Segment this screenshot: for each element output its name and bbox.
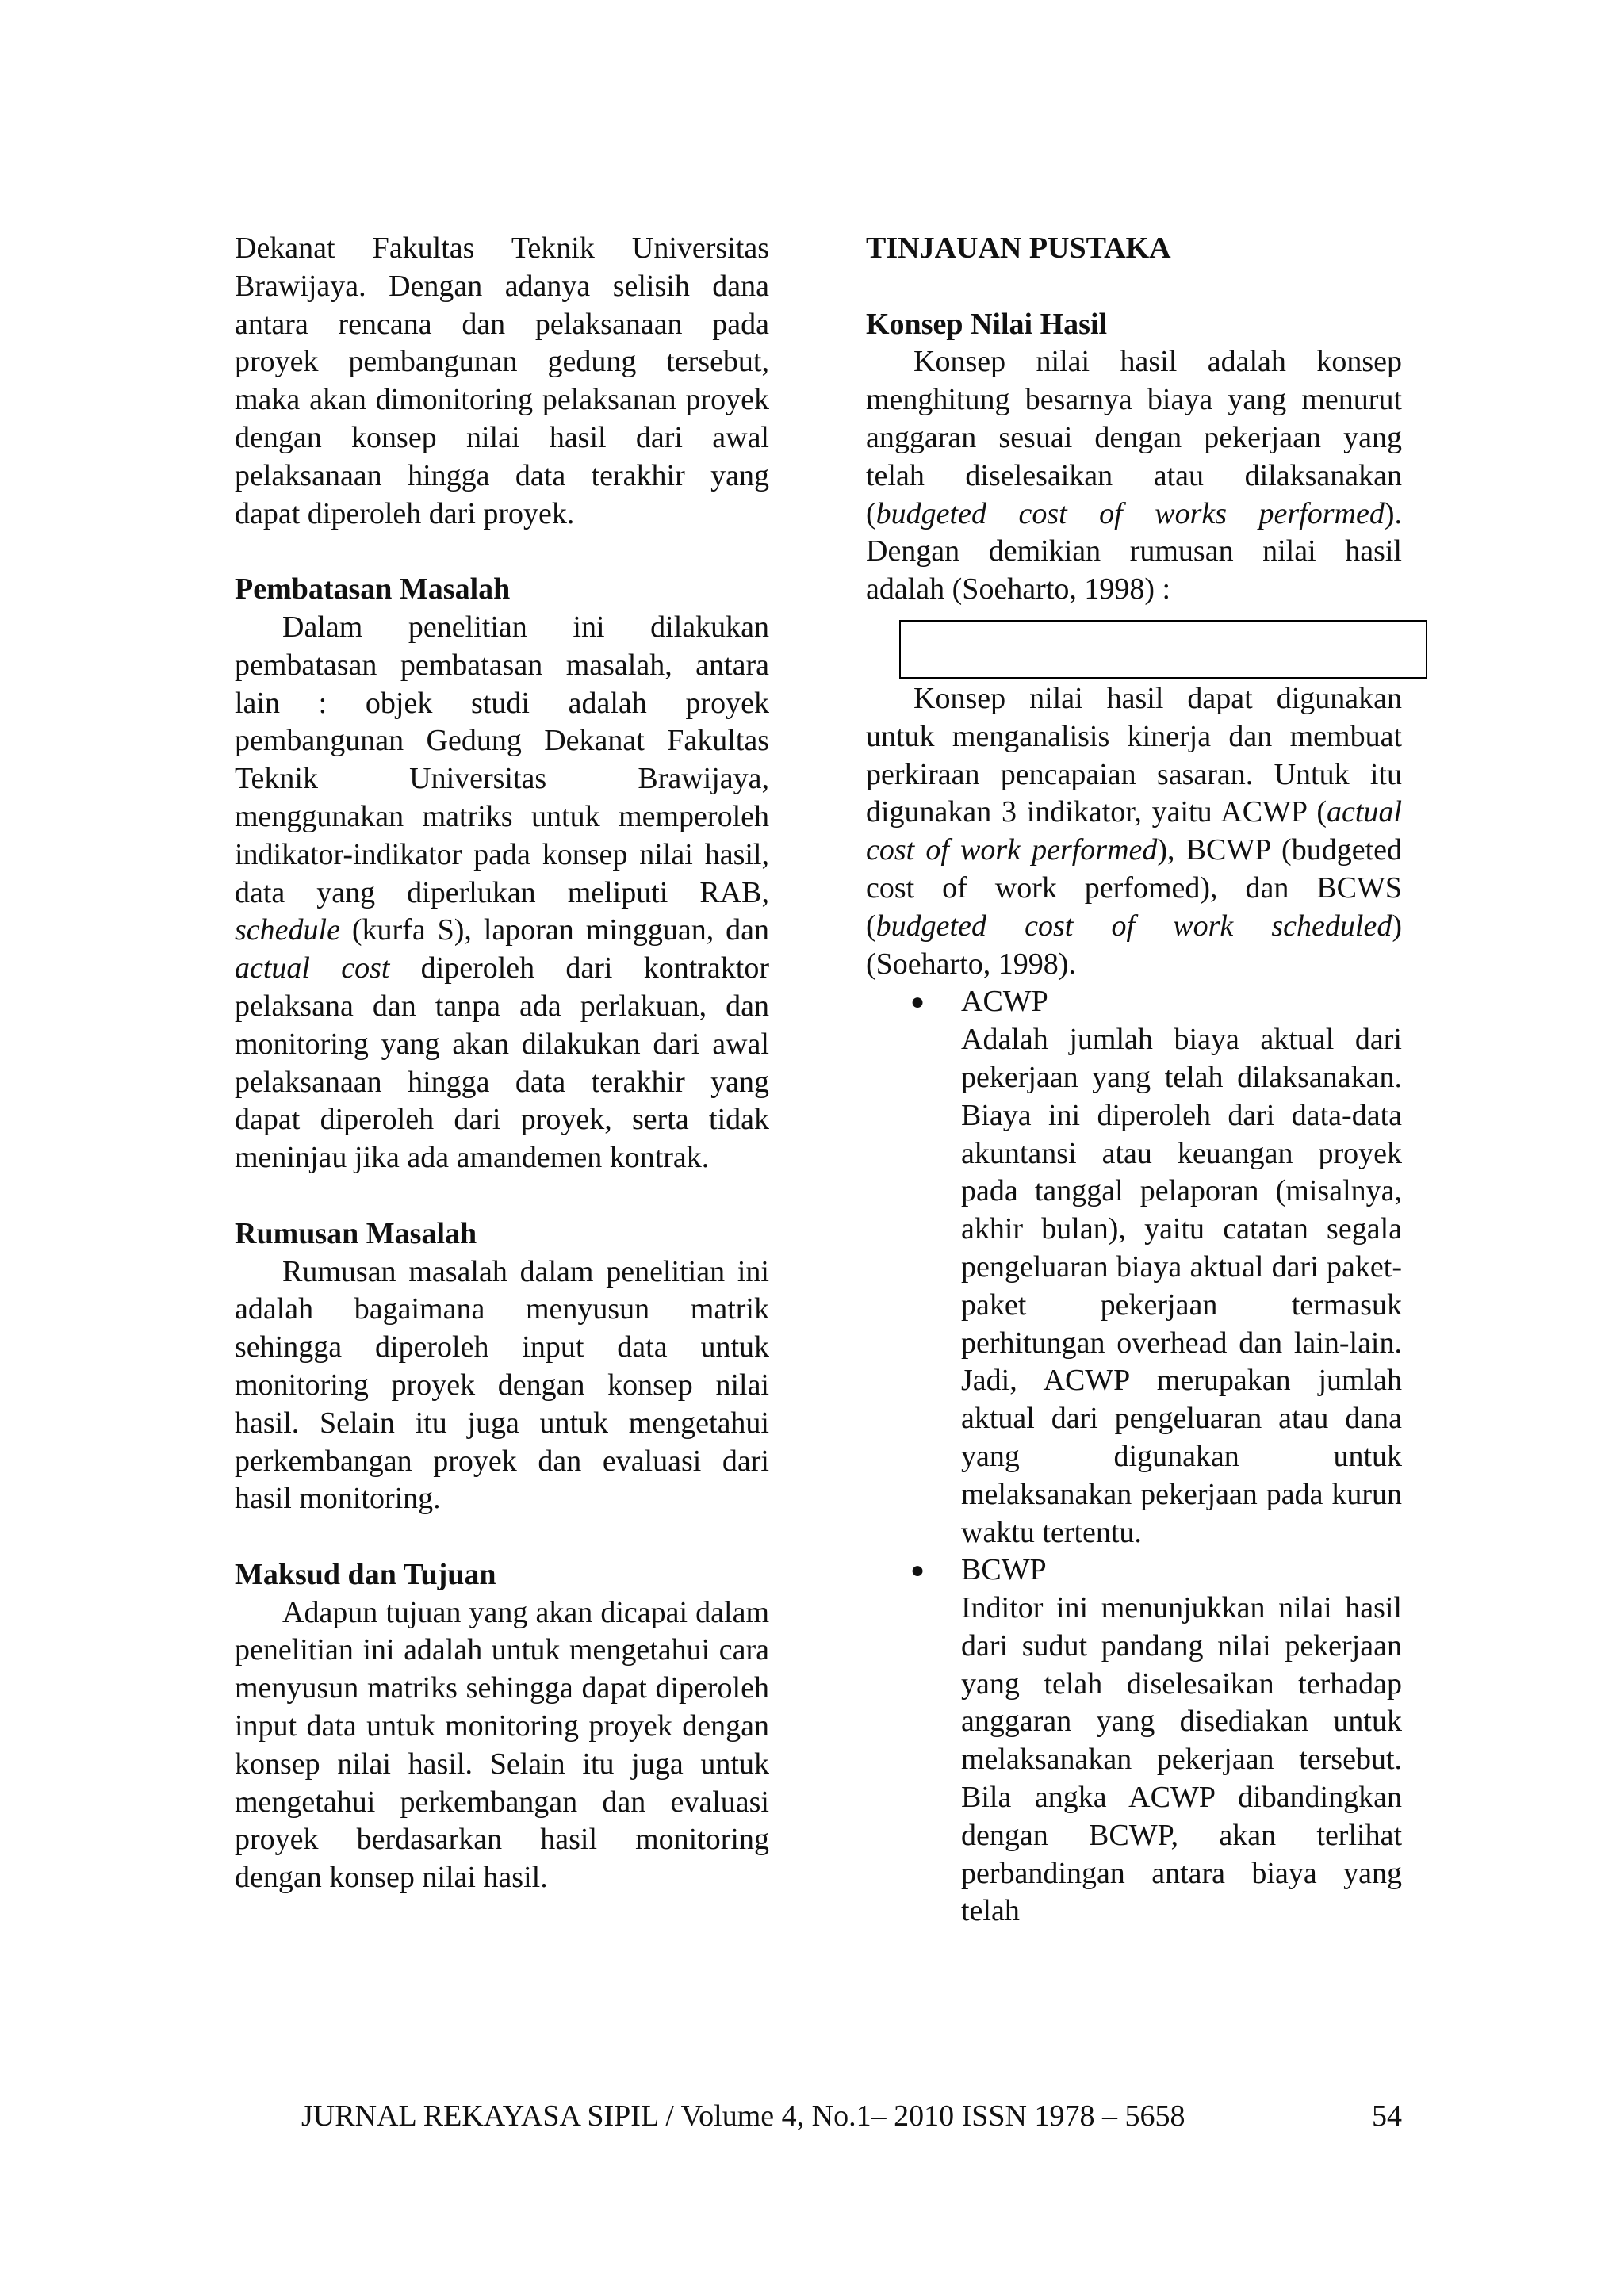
- term-acwp-definition: actual cost of work performed: [866, 795, 1402, 867]
- right-column: [866, 230, 1402, 1931]
- term-actual-cost: actual cost: [235, 951, 390, 985]
- journal-citation: JURNAL REKAYASA SIPIL / Volume 4, No.1– 2010 ISSN 1978 – 5658: [301, 2099, 1185, 2133]
- bullet-icon: ●: [910, 989, 925, 1016]
- list-item-acwp: [866, 983, 1402, 1552]
- bullet-title-bcwp: BCWP: [961, 1553, 1047, 1587]
- rumusan-masalah-paragraph: Rumusan masalah dalam penelitian ini adalah bagaimana menyusun matrik sehingga diperoleh input data untuk monitoring proyek dengan konsep nilai hasil. Selain itu juga untuk mengetahui perkembangan proyek dan evaluasi dari hasil monitoring.: [235, 1254, 769, 1516]
- term-schedule: schedule: [235, 913, 340, 947]
- formula-box: [899, 620, 1427, 679]
- heading-konsep-nilai-hasil: Konsep Nilai Hasil: [866, 307, 1108, 341]
- page-number: 54: [1372, 2099, 1402, 2133]
- left-column: [235, 230, 769, 1897]
- heading-tinjauan-pustaka: TINJAUAN PUSTAKA: [866, 232, 1171, 265]
- indikator-paragraph: Konsep nilai hasil dapat digunakan untuk menganalisis kinerja dan membuat perkiraan pencapaian sasaran. Untuk itu digunakan 3 indikator, yaitu ACWP (actual cost of work performed), BCWP (budgeted cost of work perfomed), dan BCWS (budgeted cost of work scheduled) (Soeharto, 1998).: [866, 681, 1402, 981]
- bullet-icon: ●: [910, 1557, 925, 1584]
- term-bcws-definition: budgeted cost of work scheduled: [875, 909, 1392, 943]
- heading-pembatasan-masalah: Pembatasan Masalah: [235, 572, 511, 607]
- bullet-text-acwp: Adalah jumlah biaya aktual dari pekerjaan yang telah dilaksanakan. Biaya ini diperoleh dari data-data akuntansi atau keuangan proyek pada tanggal pelaporan (misalnya, akhir bulan), yaitu catatan segala pengeluaran biaya aktual dari paket-paket pekerjaan termasuk perhitungan overhead dan lain-lain. Jadi, ACWP merupakan jumlah aktual dari pengeluaran atau dana yang digunakan untuk melaksanakan pekerjaan pada kurun waktu tertentu.: [961, 1023, 1402, 1549]
- bullet-title-acwp: ACWP: [961, 985, 1048, 1019]
- maksud-dan-tujuan-paragraph: Adapun tujuan yang akan dicapai dalam penelitian ini adalah untuk mengetahui cara menyusun matriks sehingga dapat diperoleh input data untuk monitoring proyek dengan konsep nilai hasil. Selain itu juga untuk mengetahui perkembangan dan evaluasi proyek berdasarkan hasil monitoring dengan konsep nilai hasil.: [235, 1595, 769, 1895]
- heading-maksud-dan-tujuan: Maksud dan Tujuan: [235, 1557, 496, 1591]
- intro-paragraph: Dekanat Fakultas Teknik Universitas Brawijaya. Dengan adanya selisih dana antara rencana dan pelaksanaan pada proyek pembangunan gedung tersebut, maka akan dimonitoring pelaksanan proyek dengan konsep nilai hasil dari awal pelaksanaan hingga data terakhir yang dapat diperoleh dari proyek.: [235, 232, 769, 530]
- pembatasan-masalah-paragraph: Dalam penelitian ini dilakukan pembatasan pembatasan masalah, antara lain : objek studi adalah proyek pembangunan Gedung Dekanat Fakultas Teknik Universitas Brawijaya, menggunakan matriks untuk memperoleh indikator-indikator pada konsep nilai hasil, data yang diperlukan meliputi RAB, schedule (kurfa S), laporan mingguan, dan actual cost diperoleh dari kontraktor pelaksana dan tanpa ada perlakuan, dan monitoring yang akan dilakukan dari awal pelaksanaan hingga data terakhir yang dapat diperoleh dari proyek, serta tidak meninjau jika ada amandemen kontrak.: [235, 610, 769, 1175]
- list-item-bcwp: [866, 1552, 1402, 1931]
- term-budgeted-cost-of-works-performed: budgeted cost of works performed: [875, 496, 1385, 530]
- konsep-nilai-hasil-paragraph: Konsep nilai hasil adalah konsep menghitung besarnya biaya yang menurut anggaran sesuai dengan pekerjaan yang telah diselesaikan atau dilaksanakan (budgeted cost of works performed). Dengan demikian rumusan nilai hasil adalah (Soeharto, 1998) :: [866, 345, 1402, 607]
- heading-rumusan-masalah: Rumusan Masalah: [235, 1216, 477, 1250]
- indikator-list: [866, 983, 1402, 1931]
- bullet-text-bcwp: Inditor ini menunjukkan nilai hasil dari sudut pandang nilai pekerjaan yang telah diselesaikan terhadap anggaran yang disediakan untuk melaksanakan pekerjaan tersebut. Bila angka ACWP dibandingkan dengan BCWP, akan terlihat perbandingan antara biaya yang telah: [961, 1591, 1402, 1928]
